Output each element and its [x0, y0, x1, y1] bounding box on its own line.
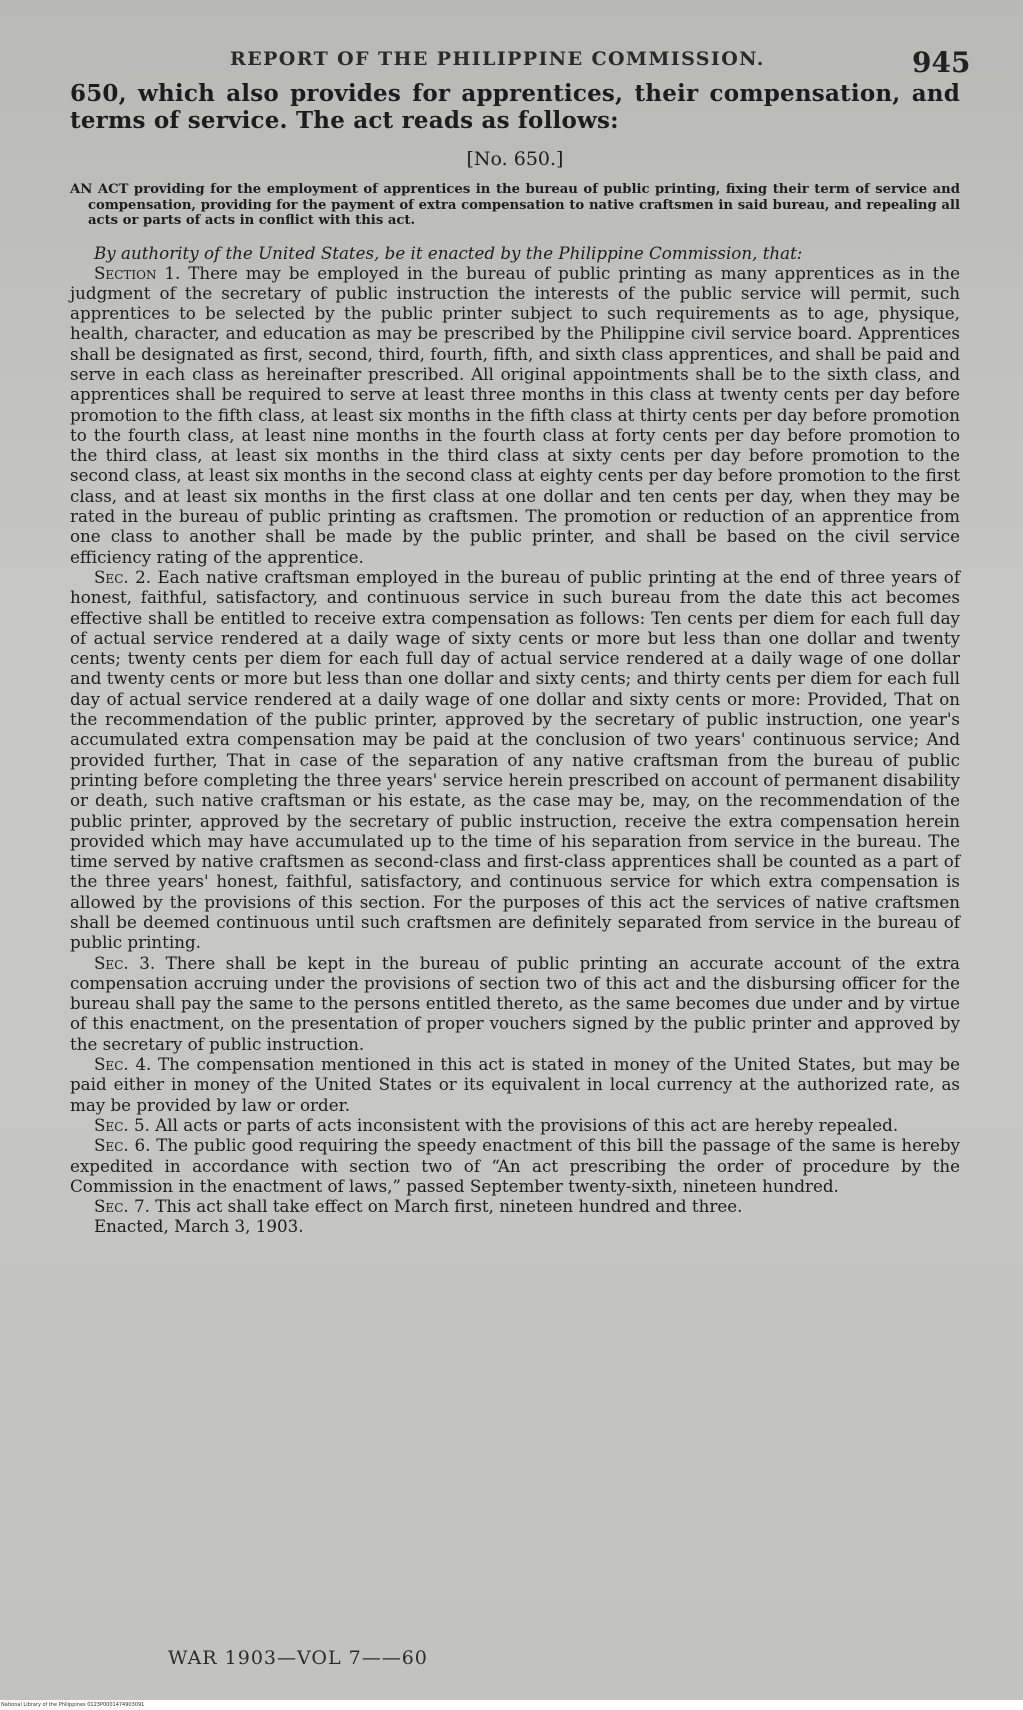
intro-paragraph: 650, which also provides for apprentices, their compensation, and terms of service. The act reads as follows: — [70, 80, 960, 134]
section-5 — [70, 1115, 960, 1135]
act-title: AN ACT providing for the employment of apprentices in the bureau of public printing, fixing their term of service and compensation, providing for the payment of extra compensation to native craftsmen in said bureau, and repealing all acts or parts of acts in conflict with this act. — [70, 182, 960, 228]
section-text: This act shall take effect on March first, nineteen hundred and three. — [155, 1196, 743, 1217]
section-text: There may be employed in the bureau of public printing as many apprentices as in the judgment of the secretary of public instruction the interests of the public service will permit, such apprentices to be selected by the public printer subject to such requirements as to age, physique, health, character, and education as may be prescribed by the Philippine civil service board. Apprentices shall be designated as first, second, third, fourth, fifth, and sixth class apprentices, and shall be paid and serve in each class as hereinafter prescribed. All original appointments shall be to the sixth class, and apprentices shall be required to serve at least three months in this class at twenty cents per day before promotion to the fifth class, at least six months in the fifth class at thirty cents per day before promotion to the fourth class, at least nine months in the fourth class at forty cents per day before promotion to the third class, at least six months in the third class at sixty cents per day before promotion to the second class, at least six months in the second class at eighty cents per day before promotion to the first class, and at least six months in the first class at one dollar and ten cents per day, when they may be rated in the bureau of public printing as craftsmen. The promotion or reduction of an apprentice from one class to another shall be made by the public printer, and shall be based on the civil service efficiency rating of the apprentice. — [70, 262, 960, 567]
signature-mark: WAR 1903—VOL 7——60 — [168, 1647, 428, 1669]
section-3 — [70, 953, 960, 1054]
section-text: There shall be kept in the bureau of public printing an accurate account of the extra compensation accruing under the provisions of section two of this act and the disbursing officer for the bureau shall pay the same to the persons entitled thereto, as the same becomes due under and by virtue of this enactment, on the presentation of proper vouchers signed by the public printer and approved by the secretary of public instruction. — [70, 952, 960, 1054]
section-label: Sec. 4. — [94, 1054, 152, 1075]
running-title: REPORT OF THE PHILIPPINE COMMISSION. — [230, 48, 765, 70]
footer-credit: National Library of the Philippines 0123P0001474903091 — [0, 1700, 1023, 1710]
section-label: Sec. 2. — [94, 566, 152, 587]
section-text: Each native craftsman employed in the bureau of public printing at the end of three years of honest, faithful, satisfactory, and continuous service in such bureau from the date this act becomes effective shall be entitled to receive extra compensation as follows: Ten cents per diem for each full day of actual service rendered at a daily wage of sixty cents or more but less than one dollar and twenty cents; twenty cents per diem for each full day of actual service rendered at a daily wage of one dollar and twenty cents or more but less than one dollar and sixty cents; and thirty cents per diem for each full day of actual service rendered at a daily wage of one dollar and sixty cents or more: Provided, That on the recommendation of the public printer, approved by the secretary of public instruction, one year's accumulated extra compensation may be paid at the conclusion of two years' continuous service; And provided further, That in case of the separation of any native craftsman from the bureau of public printing before completing the three years' service herein prescribed on account of permanent disability or death, such native craftsman or his estate, as the case may be, may, on the recommendation of the public printer, approved by the secretary of public instruction, receive the extra compensation herein provided which may have accumulated up to the time of his separation from service in the bureau. The time served by native craftsmen as second-class and first-class apprentices shall be counted as a part of the three years' honest, faithful, satisfactory, and continuous service for which extra compensation is allowed by the provisions of this section. For the purposes of this act the services of native craftsmen shall be deemed continuous until such craftsmen are definitely separated from service in the bureau of public printing. — [70, 566, 960, 953]
enacted-date: Enacted, March 3, 1903. — [94, 1216, 304, 1237]
enacting-clause: By authority of the United States, be it enacted by the Philippine Commission, that: — [94, 242, 803, 263]
section-label: Sec. 5. — [94, 1114, 150, 1135]
section-4 — [70, 1054, 960, 1115]
section-7 — [70, 1196, 960, 1216]
act-number: [No. 650.] — [466, 148, 564, 170]
section-1 — [70, 263, 960, 567]
section-text: The public good requiring the speedy enactment of this bill the passage of the same is hereby expedited in accordance with section two of “An act prescribing the order of procedure by the Commission in the enactment of laws,” passed September twenty-sixth, nineteen hundred. — [70, 1135, 960, 1196]
section-label: Sec. 7. — [94, 1196, 150, 1217]
section-6 — [70, 1135, 960, 1196]
section-label: Sec. 3. — [94, 952, 156, 973]
page-body — [70, 80, 960, 1237]
section-label: Section 1. — [94, 262, 181, 283]
section-text: All acts or parts of acts inconsistent with the provisions of this act are hereby repealed. — [155, 1114, 899, 1135]
section-2 — [70, 567, 960, 953]
section-label: Sec. 6. — [94, 1135, 151, 1156]
page-number: 945 — [912, 46, 971, 79]
section-text: The compensation mentioned in this act is stated in money of the United States, but may be paid either in money of the United States or its equivalent in local currency at the authorized rate, as may be provided by law or order. — [70, 1054, 961, 1115]
